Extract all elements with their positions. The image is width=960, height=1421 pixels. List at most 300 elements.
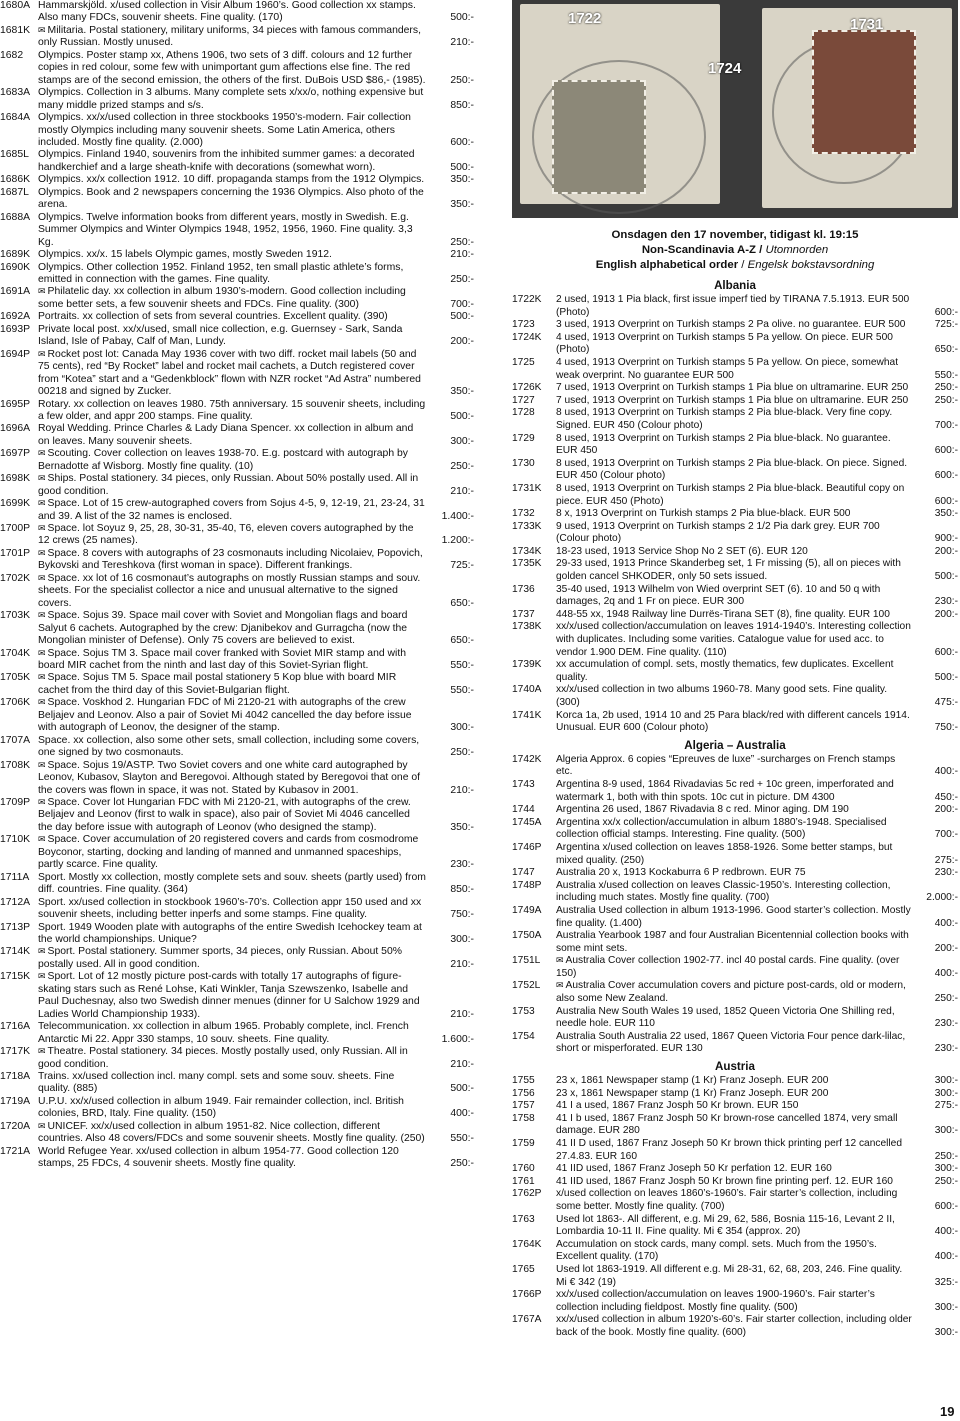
lot-row — [512, 621, 958, 659]
lot-number: 1724K — [512, 331, 542, 343]
lot-price: 500:- — [450, 1083, 474, 1095]
lot-price: 200:- — [934, 608, 958, 620]
lot-description — [556, 1163, 916, 1176]
lot-price: 250:- — [934, 394, 958, 406]
lot-number: 1682 — [0, 49, 24, 61]
lot-description — [556, 710, 916, 735]
lot-text: Ships. Postal stationery. 34 pieces, only Russian. About 50% postally used. All in good condition. — [38, 473, 419, 497]
lot-row — [0, 50, 474, 87]
lot-number: 1707A — [0, 734, 31, 746]
lot-price: 600:- — [934, 445, 958, 457]
lot-text: 448-55 xx, 1948 Railway line Durrës-Tirana SET (8), fine quality. EUR 100 — [556, 608, 890, 620]
lot-text: Philatelic day. xx collection in album 1930’s-modern. Good collection including some better sets, a few souvenir sheets and FDCs. Fine quality. (300) — [38, 286, 406, 310]
lot-row — [0, 1096, 474, 1121]
lot-price: 600:- — [934, 470, 958, 482]
lot-number: 1694P — [0, 348, 31, 360]
lot-text: Australia 20 x, 1913 Kockaburra 6 P redbrown. EUR 75 — [556, 867, 806, 879]
lot-row — [0, 0, 474, 25]
envelope-icon: ✉ — [38, 798, 46, 808]
left-column — [0, 0, 474, 1171]
lot-row — [512, 1006, 958, 1031]
lot-price: 250:- — [450, 460, 474, 472]
lot-description — [556, 433, 916, 458]
lot-number: 1702K — [0, 572, 31, 584]
lot-number: 1695P — [0, 398, 31, 410]
lot-row — [0, 834, 474, 871]
lot-text: xx/x/used collection/accumulation on leaves 1914-1940’s. Interesting collection with duplicates. Including some varities. Catalogue value for used acc. to vendor 1.900 DEM. Fine quality. (110) — [556, 621, 911, 658]
lot-description — [38, 1096, 430, 1121]
lot-description — [556, 905, 916, 930]
lot-price: 500:- — [934, 571, 958, 583]
lot-price: 550:- — [450, 660, 474, 672]
lot-description — [556, 621, 916, 659]
lot-description — [556, 1075, 916, 1088]
lot-description — [556, 1006, 916, 1031]
lot-row — [0, 610, 474, 647]
envelope-icon: ✉ — [38, 524, 46, 535]
lot-price: 600:- — [934, 495, 958, 507]
lot-number: 1742K — [512, 753, 542, 765]
lot-text: Militaria. Postal stationery, military uniforms, 34 pieces with famous commanders, only Russian. Mostly unused. — [38, 24, 421, 49]
lot-number: 1755 — [512, 1075, 535, 1087]
lot-price: 600:- — [450, 136, 474, 148]
lot-text: Space. xx lot of 16 cosmonaut’s autographs on mostly Russian stamps and souv. sheets. For the specialist collector a nice and unusual alternative to the signed covers. — [38, 572, 421, 609]
lot-text: Olympics. Other collection 1952. Finland 1952, ten small plastic athlete’s forms, emitted in connection with the games. Fine quality. — [38, 261, 404, 285]
lot-description — [38, 1021, 430, 1046]
lot-price: 850:- — [450, 884, 474, 896]
department: Non-Scandinavia A-Z / Utomnorden — [641, 244, 829, 256]
lot-description — [556, 867, 916, 880]
lot-row — [0, 697, 474, 734]
stamp-image — [552, 80, 646, 194]
lot-price: 325:- — [934, 1276, 958, 1288]
lot-number: 1715K — [0, 971, 31, 983]
section-heading: Albania — [714, 279, 756, 292]
lot-text: 9 used, 1913 Overprint on Turkish stamps 2 1/2 Pia dark grey. EUR 700 (Colour photo) — [556, 520, 880, 545]
lot-number: 1748P — [512, 879, 542, 891]
lot-text: Korca 1a, 2b used, 1914 10 and 25 Para black/red with different cancels 1914. Unusual. EUR 600 (Colour photo) — [556, 709, 910, 734]
lot-number: 1705K — [0, 672, 31, 684]
lot-row — [0, 1121, 474, 1146]
lot-description — [38, 648, 430, 673]
order-line: English alphabetical order / Engelsk bokstavsordning — [595, 259, 875, 271]
lot-number: 1710K — [0, 834, 31, 846]
lot-row — [512, 609, 958, 622]
lot-number: 1760 — [512, 1163, 535, 1175]
lot-row — [512, 332, 958, 357]
lot-text: xx accumulation of compl. sets, mostly thematics, few duplicates. Excellent quality. — [556, 659, 894, 683]
lot-description — [38, 946, 430, 971]
lot-description — [556, 357, 916, 382]
lot-number: 1757 — [512, 1100, 535, 1112]
lot-row — [0, 1046, 474, 1071]
lot-number: 1728 — [512, 407, 535, 419]
page-number: 19 — [940, 1404, 955, 1419]
lot-number: 1717K — [0, 1046, 31, 1058]
lot-number: 1688A — [0, 211, 31, 223]
lot-row — [512, 779, 958, 804]
section-heading: Austria — [715, 1060, 755, 1074]
lot-text: Accumulation on stock cards, many compl. sets. Much from the 1950’s. Excellent quality. (170) — [556, 1238, 877, 1263]
lot-description — [556, 1100, 916, 1113]
lot-number: 1693P — [0, 323, 31, 335]
lot-row — [0, 897, 474, 922]
lot-number: 1764K — [512, 1238, 542, 1250]
lot-number: 1766P — [512, 1289, 542, 1301]
lot-description — [38, 249, 430, 261]
lot-price: 230:- — [934, 867, 958, 879]
lot-number: 1691A — [0, 286, 31, 298]
lot-price: 210:- — [450, 1008, 474, 1020]
lot-row — [512, 357, 958, 382]
lot-row — [512, 905, 958, 930]
lot-text: Australia Yearbook 1987 and four Australian Bicentennial collection books with some mint sets. — [556, 930, 909, 954]
lot-number: 1689K — [0, 249, 31, 261]
lot-price: 1.600:- — [441, 1033, 474, 1045]
lot-description — [38, 87, 430, 112]
lot-number: 1754 — [512, 1030, 535, 1042]
lot-number: 1758 — [512, 1112, 535, 1124]
lot-number: 1727 — [512, 394, 535, 406]
lot-description — [556, 508, 916, 521]
lot-number: 1743 — [512, 778, 535, 790]
photo-label: 1722 — [568, 10, 602, 27]
lot-description — [38, 448, 430, 473]
lot-description — [556, 483, 916, 508]
lot-number: 1712A — [0, 896, 31, 908]
lot-price: 300:- — [934, 1326, 958, 1338]
lot-row — [512, 1264, 958, 1289]
lot-text: Space. xx collection, also some other sets, small collection, including some covers, one signed by two cosmonauts. — [38, 734, 420, 759]
lot-price: 350:- — [450, 199, 474, 211]
lot-price: 210:- — [450, 37, 474, 49]
lot-row — [0, 922, 474, 947]
lot-number: 1753 — [512, 1005, 535, 1017]
lot-row — [0, 473, 474, 498]
lot-number: 1729 — [512, 432, 535, 444]
lot-description — [38, 349, 430, 399]
lot-text: Space. Sojus 39. Space mail cover with Soviet and Mongolian flags and board Salyut 6 cachets. Autographed by the crew: Djanibekov and Gurragcha (now the Mongolian minister of Defense). Only 75 covers are believed to exist. — [38, 610, 408, 647]
lot-text: xx/x/used collection/accumulation on leaves 1900-1960’s. Fair starter’s collection including fieldpost. Mostly fine quality. (500) — [556, 1289, 875, 1313]
lot-price: 200:- — [934, 804, 958, 816]
lot-description — [38, 423, 430, 448]
lot-description — [556, 609, 916, 622]
lot-text: Private local post. xx/x/used, small nice collection, e.g. Guernsey - Sark, Sanda Island, Isle of Pabay, Calf of Man, Lundy. — [38, 323, 403, 348]
lot-text: 7 used, 1913 Overprint on Turkish stamps 1 Pia blue on ultramarine. EUR 250 — [556, 382, 909, 394]
lot-description — [556, 382, 916, 395]
lot-text: Sport. 1949 Wooden plate with autographs of the entire Swedish Icehockey team at the world championships. Unique? — [38, 921, 422, 945]
lot-description — [556, 521, 916, 546]
lot-text: Olympics. Finland 1940, souvenirs from the inhibited summer games: a decorated handkerchief and a large sheath-knife with decorations (somewhat worn). — [38, 149, 415, 173]
lot-text: Olympics. xx/x collection 1912. 10 diff. propaganda stamps from the 1912 Olympics. — [38, 174, 425, 186]
lot-row — [512, 558, 958, 583]
lot-row — [512, 584, 958, 609]
lot-price: 750:- — [934, 722, 958, 734]
lot-price: 300:- — [934, 1075, 958, 1087]
lot-description — [38, 212, 430, 249]
lot-row — [512, 867, 958, 880]
lot-price: 750:- — [450, 909, 474, 921]
lot-price: 350:- — [450, 821, 474, 833]
lot-row — [0, 760, 474, 797]
lot-price: 500:- — [450, 410, 474, 422]
lot-row — [512, 1289, 958, 1314]
lot-row — [0, 324, 474, 349]
lot-number: 1763 — [512, 1213, 535, 1225]
lot-number: 1747 — [512, 867, 535, 879]
lot-description — [556, 880, 916, 905]
lot-number: 1732 — [512, 508, 535, 520]
lot-text: Rotary. xx collection on leaves 1980. 75th anniversary. 15 souvenir sheets, including a few older, and appr 200 stamps. Fine quality. — [38, 398, 426, 422]
lot-description — [556, 294, 916, 319]
lot-row — [512, 817, 958, 842]
lot-row — [512, 521, 958, 546]
lot-description — [38, 498, 430, 523]
lot-number: 1709P — [0, 797, 31, 808]
lot-text: Hammarskjöld. x/used collection in Visir Album 1960’s. Good collection xx stamps. Also many FDCs, souvenir sheets. Fine quality. (170) — [38, 0, 416, 24]
lot-text: Space. Sojus TM 5. Space mail postal stationery 5 Kop blue with board MIR cachet from the third day of this Soviet-Bulgarian flight. — [38, 672, 397, 696]
lot-description — [38, 872, 430, 897]
lot-text: Sport. xx/used collection in stockbook 1960’s-70’s. Collection appr 150 used and xx souvenir sheets, including better inperfs and some stamps. Fine quality. — [38, 896, 422, 921]
lot-number: 1687L — [0, 186, 29, 198]
lot-number: 1756 — [512, 1087, 535, 1099]
lot-row — [512, 319, 958, 332]
lot-description — [38, 286, 430, 311]
lot-description — [556, 804, 916, 817]
lot-row — [512, 710, 958, 735]
lot-price: 600:- — [934, 1200, 958, 1212]
lot-text: 8 used, 1913 Overprint on Turkish stamps 2 Pia blue-black. Beautiful copy on piece. EUR 450 (Photo) — [556, 482, 905, 507]
lot-row — [512, 880, 958, 905]
lot-description — [38, 610, 430, 647]
lot-number: 1703K — [0, 610, 31, 622]
lot-description — [38, 174, 430, 186]
lot-text: Scouting. Cover collection on leaves 1938-70. E.g. postcard with autograph by Bernadotte af Wisborg. Mostly fine quality. (10) — [38, 448, 408, 472]
lot-text: Sport. Postal stationery. Summer sports, 34 pieces, only Russian. About 50% postally used. All in good condition. — [38, 946, 402, 970]
lot-description — [38, 1121, 430, 1146]
lot-text: Space. Cover accumulation of 20 registered covers and cards from cosmodrome Boyconor, starting, docking and landing of manned and unmanned spaceships, partly scarce. Fine quality. — [38, 834, 419, 871]
lot-number: 1686K — [0, 174, 31, 186]
lot-row — [512, 1088, 958, 1101]
lot-row — [0, 187, 474, 212]
lot-price: 250:- — [450, 273, 474, 285]
lot-description — [38, 735, 430, 760]
lot-number: 1681K — [0, 24, 31, 36]
lot-number: 1734K — [512, 545, 542, 557]
lot-row — [512, 980, 958, 1005]
lot-text: Trains. xx/used collection incl. many compl. sets and some souv. sheets. Fine quality. (885) — [38, 1070, 395, 1095]
lot-text: Olympics. Twelve information books from different years, mostly in Swedish. E.g. Summer Olympics and Winter Olympics 1948, 1952, 1956, 1960. Fine quality. 3,3 Kg. — [38, 211, 413, 248]
lot-row — [0, 249, 474, 261]
photo-label: 1724 — [708, 60, 742, 77]
lot-price: 300:- — [934, 1125, 958, 1137]
lot-price: 300:- — [450, 933, 474, 945]
lot-price: 650:- — [450, 597, 474, 609]
lot-text: Australia x/used collection on leaves Classic-1950’s. Interesting collection, including much states. Mostly fine quality. (700) — [556, 879, 891, 904]
lot-price: 650:- — [934, 344, 958, 356]
lot-text: x/used collection on leaves 1860’s-1960’s. Fair starter’s collection, including some better. Mostly fine quality. (700) — [556, 1188, 898, 1212]
lot-row — [0, 349, 474, 399]
lot-number: 1719A — [0, 1095, 31, 1107]
lot-description — [38, 897, 430, 922]
lot-number: 1749A — [512, 904, 542, 916]
stamp-image — [812, 30, 916, 154]
lot-text: Australia Cover accumulation covers and picture post-cards, old or modern, also some New Zealand. — [556, 980, 906, 1005]
lot-text: U.P.U. xx/x/used collection in album 1949. Fair remainder collection, incl. British colonies, BRD, Italy. Fine quality. (150) — [38, 1095, 404, 1120]
lot-description — [556, 1113, 916, 1138]
lot-price: 1.200:- — [441, 535, 474, 547]
lot-price: 550:- — [934, 369, 958, 381]
sale-info — [512, 228, 958, 273]
lot-number: 1731K — [512, 482, 542, 494]
lot-text: 41 II D used, 1867 Franz Joseph 50 Kr brown thick printing perf 12 cancelled 27.4.83. EUR 160 — [556, 1138, 903, 1162]
lot-price: 475:- — [934, 697, 958, 708]
lot-text: Space. Voskhod 2. Hungarian FDC of Mi 2120-21 with autographs of the crew Beljajev and Leonov. Also a pair of Soviet Mi 4042 cancelled the day before issue with autograph of Leonov, the designer of the stamp. — [38, 697, 412, 734]
lot-text: 35-40 used, 1913 Wilhelm von Wied overprint SET (6). 10 and 50 q with damages, 2q and 1 Fr on piece. EUR 300 — [556, 583, 881, 608]
envelope-icon: ✉ — [38, 947, 46, 958]
envelope-icon: ✉ — [38, 287, 46, 298]
lot-description — [38, 834, 430, 871]
lot-number: 1752L — [512, 980, 541, 992]
lot-number: 1750A — [512, 930, 542, 942]
lot-row — [512, 1113, 958, 1138]
lot-text: World Refugee Year. xx/used collection in album 1954-77. Good collection 120 stamps, 25 FDCs, 4 souvenir sheets. Mostly fine quality. — [38, 1145, 399, 1170]
lot-price: 400:- — [934, 917, 958, 929]
envelope-icon: ✉ — [38, 573, 46, 584]
lot-description — [556, 980, 916, 1005]
lot-row — [512, 1163, 958, 1176]
lot-description — [556, 1214, 916, 1239]
lot-row — [0, 523, 474, 548]
lot-text: Theatre. Postal stationery. 34 pieces. Mostly postally used, only Russian. All in good condition. — [38, 1046, 408, 1070]
lot-row — [512, 842, 958, 867]
lot-description — [556, 754, 916, 779]
sale-date: Onsdagen den 17 november, tidigast kl. 19:15 — [611, 229, 859, 241]
lot-description — [556, 684, 916, 709]
lot-text: Telecommunication. xx collection in album 1965. Probably complete, incl. French Antarctic Mi 22. Appr 330 stamps, 10 souv. sheets. Fine quality. — [38, 1021, 409, 1045]
envelope-icon: ✉ — [38, 611, 46, 622]
lot-number: 1697P — [0, 448, 31, 460]
lot-price: 210:- — [450, 1058, 474, 1070]
lot-number: 1698K — [0, 473, 31, 485]
envelope-icon: ✉ — [556, 981, 564, 992]
lot-number: 1765 — [512, 1263, 535, 1275]
lot-number: 1751L — [512, 955, 541, 967]
lot-description — [38, 324, 430, 349]
envelope-icon: ✉ — [38, 835, 46, 846]
lot-description — [556, 1314, 916, 1339]
lot-text: 8 used, 1913 Overprint on Turkish stamps 2 Pia blue-black. On piece. Signed. EUR 450 (Colour photo) — [556, 457, 908, 482]
lot-number: 1696A — [0, 423, 31, 435]
lot-price: 700:- — [934, 829, 958, 841]
lot-row — [0, 149, 474, 174]
lot-text: Rocket post lot: Canada May 1936 cover with two diff. rocket mail labels (50 and 75 cents), red “By Rocket” label and rocket mail cachets, a Dutch registered cover from “Kotea” start and a “Gedenkblock” flown with NZR rocket “Ad Astra” numbered 00218 and signed by Zucker. — [38, 348, 421, 398]
lot-description — [38, 0, 430, 25]
lot-row — [512, 754, 958, 779]
lot-description — [38, 149, 430, 174]
lot-price: 250:- — [934, 1150, 958, 1162]
lot-number: 1683A — [0, 87, 31, 99]
lot-text: Space. lot Soyuz 9, 25, 28, 30-31, 35-40, T6, eleven covers autographed by the 12 crews (25 names). — [38, 523, 414, 547]
lot-description — [556, 930, 916, 955]
lot-text: Olympics. xx/x/used collection in three stockbooks 1950’s-modern. Fair collection mostly Olympics including many souvenir sheets. Some Latin America, others included. Mostly fine quality. (2.000) — [38, 112, 411, 148]
lot-description — [38, 50, 430, 87]
lot-text: Royal Wedding. Prince Charles & Lady Diana Spencer. xx collection in album and on leaves. Many souvenir sheets. — [38, 423, 414, 447]
lot-number: 1745A — [512, 816, 542, 828]
lot-row — [0, 399, 474, 424]
lot-row — [0, 735, 474, 760]
lot-number: 1721A — [0, 1145, 31, 1157]
lot-price: 400:- — [450, 1108, 474, 1120]
lot-number: 1726K — [512, 382, 542, 394]
lot-text: 8 used, 1913 Overprint on Turkish stamps 2 Pia blue-black. Very fine copy. Signed. EUR 450 (Colour photo) — [556, 407, 893, 431]
lot-row — [512, 1176, 958, 1189]
lot-price: 550:- — [450, 1133, 474, 1145]
lot-row — [0, 87, 474, 112]
lot-price: 400:- — [934, 967, 958, 979]
lot-price: 250:- — [450, 74, 474, 86]
lot-description — [556, 1088, 916, 1101]
envelope-icon: ✉ — [38, 449, 46, 460]
lot-number: 1684A — [0, 112, 31, 124]
lot-number: 1759 — [512, 1138, 535, 1149]
lot-description — [38, 548, 430, 573]
lot-description — [38, 573, 430, 610]
lot-price: 400:- — [934, 766, 958, 778]
lot-text: xx/x/used collection in album 1920’s-60’s. Fair starter collection, including older back of the book. Mostly fine quality. (600) — [556, 1314, 912, 1338]
lot-price: 300:- — [450, 435, 474, 447]
lot-description — [556, 1289, 916, 1314]
lot-price: 300:- — [934, 1163, 958, 1175]
lot-description — [38, 922, 430, 947]
lot-number: 1739K — [512, 659, 542, 671]
lot-price: 300:- — [450, 722, 474, 734]
lot-text: 41 I a used, 1867 Franz Josph 50 Kr brown. EUR 150 — [556, 1100, 799, 1112]
envelope-icon: ✉ — [38, 548, 46, 559]
lot-row — [512, 1138, 958, 1163]
lot-number: 1711A — [0, 871, 30, 883]
lot-price: 650:- — [450, 635, 474, 647]
lot-price: 450:- — [934, 791, 958, 803]
right-column — [512, 0, 958, 1340]
lot-description — [556, 407, 916, 432]
envelope-icon: ✉ — [38, 474, 46, 485]
lot-text: 8 x, 1913 Overprint on Turkish stamps 2 Pia blue-black. EUR 500 — [556, 508, 851, 520]
lot-text: Australia Used collection in album 1913-1996. Good starter’s collection. Mostly fine quality. (1.400) — [556, 904, 911, 929]
lot-description — [556, 584, 916, 609]
lot-text: Space. Sojus 19/ASTP. Two Soviet covers and one white card autographed by Leonov, Kubasov, Slayton and Beregovoi. Although stated by Beregovoi that one of the covers was flown in space, it was not. Stated by Kubasov in 2001. — [38, 759, 421, 796]
lot-row — [512, 382, 958, 395]
lot-description — [556, 395, 916, 408]
lot-number: 1725 — [512, 356, 535, 368]
lot-text: 41 IID used, 1867 Franz Josph 50 Kr brown fine printing perf. 12. EUR 160 — [556, 1175, 893, 1187]
lot-text: 41 IID used, 1867 Franz Joseph 50 Kr perfation 12. EUR 160 — [556, 1163, 832, 1175]
lot-description — [38, 1046, 430, 1071]
lot-number: 1744 — [512, 804, 535, 816]
lot-price: 500:- — [450, 12, 474, 24]
lot-description — [556, 1264, 916, 1289]
lot-row — [0, 286, 474, 311]
lot-row — [512, 294, 958, 319]
lot-description — [556, 1188, 916, 1213]
lot-number: 1701P — [0, 547, 31, 559]
lot-number: 1718A — [0, 1070, 31, 1082]
lot-number: 1761 — [512, 1175, 535, 1187]
lot-price: 275:- — [934, 854, 958, 866]
envelope-icon: ✉ — [38, 698, 46, 709]
lot-price: 250:- — [450, 1158, 474, 1170]
lot-row — [0, 498, 474, 523]
